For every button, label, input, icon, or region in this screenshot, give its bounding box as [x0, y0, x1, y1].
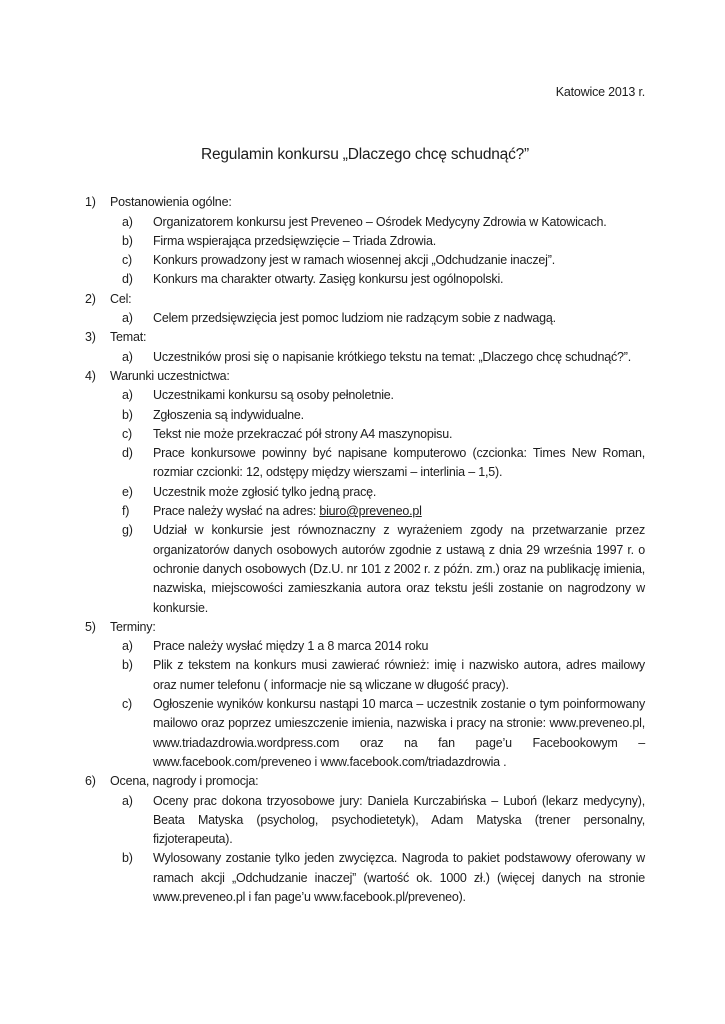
item-text [153, 483, 645, 502]
list-item [85, 406, 645, 425]
item-text [153, 232, 645, 251]
item-text-part: Prace należy wysłać między 1 a 8 marca 2014 roku [153, 639, 429, 654]
section-heading: Warunki uczestnictwa: [110, 368, 230, 383]
item-letter: a) [122, 639, 133, 654]
list-item [85, 444, 645, 483]
list-item [85, 213, 645, 232]
item-text [153, 386, 645, 405]
section-number: 3) [85, 330, 96, 345]
item-text-part: Organizatorem konkursu jest Preveneo – Ośrodek Medycyny Zdrowia w Katowicach. [153, 214, 607, 229]
section-number: 6) [85, 774, 96, 789]
item-letter: d) [122, 446, 133, 461]
item-letter: d) [122, 272, 133, 287]
section-heading: Ocena, nagrody i promocja: [110, 774, 259, 789]
item-text-part: Wylosowany zostanie tylko jeden zwycięzca. Nagroda to pakiet podstawowy oferowany w ramach akcji „Odchudzanie inaczej” (wartość ok. 1000 zł.) (więcej danych na stronie www.preveneo.pl i fan page’u www.facebook.pl/preveneo). [153, 851, 645, 904]
item-letter: c) [122, 426, 133, 441]
date-line: Katowice 2013 r. [555, 85, 645, 99]
item-text [153, 849, 645, 907]
list-item [85, 656, 645, 695]
section-number: 1) [85, 195, 96, 210]
item-text [153, 213, 645, 232]
section-row [85, 290, 645, 309]
item-text [153, 270, 645, 289]
item-text-part: Uczestnikami konkursu są osoby pełnoletnie. [153, 388, 394, 403]
item-letter: a) [122, 349, 133, 364]
item-text-part: Celem przedsięwzięcia jest pomoc ludziom nie radzącym sobie z nadwagą. [153, 311, 556, 326]
section-row [85, 772, 645, 791]
list-item [85, 695, 645, 772]
item-text [153, 444, 645, 483]
list-item [85, 521, 645, 617]
document-title: Regulamin konkursu „Dlaczego chcę schudnąć?” [200, 146, 530, 164]
list-item [85, 348, 645, 367]
item-text-part: Uczestnik może zgłosić tylko jedną pracę. [153, 484, 377, 499]
item-text-part: Tekst nie może przekraczać pół strony A4 maszynopisu. [153, 426, 453, 441]
item-text [153, 637, 645, 656]
section-number: 5) [85, 619, 96, 634]
item-text-part: Firma wspierająca przedsięwzięcie – Triada Zdrowia. [153, 233, 436, 248]
section-row [85, 367, 645, 386]
item-text [153, 502, 645, 521]
list-item [85, 483, 645, 502]
item-text [153, 656, 645, 695]
section-heading: Temat: [110, 330, 147, 345]
item-letter: a) [122, 214, 133, 229]
item-text-part: Oceny prac dokona trzyosobowe jury: Daniela Kurczabińska – Luboń (lekarz medycyny), Beata Matyska (psycholog, psychodietetyk), Adam Matyska (trener personalny, fizjoterapeuta). [153, 793, 645, 847]
item-letter: g) [122, 523, 133, 538]
list-item [85, 425, 645, 444]
list-item [85, 637, 645, 656]
item-text [153, 521, 645, 617]
item-text [153, 425, 645, 444]
item-letter: b) [122, 658, 133, 673]
section-row [85, 618, 645, 637]
item-letter: b) [122, 233, 133, 248]
section-row [85, 328, 645, 347]
item-letter: b) [122, 407, 133, 422]
regulations-list [85, 193, 645, 907]
list-item [85, 502, 645, 521]
item-text [153, 348, 645, 367]
list-item [85, 849, 645, 907]
item-text [153, 406, 645, 425]
list-item [85, 386, 645, 405]
list-item [85, 251, 645, 270]
section-heading: Postanowienia ogólne: [110, 195, 232, 210]
item-letter: b) [122, 851, 133, 866]
item-letter: a) [122, 311, 133, 326]
item-text-part: Udział w konkursie jest równoznaczny z wyrażeniem zgody na przetwarzanie przez organizatorów danych osobowych autorów zgodnie z ustawą z dnia 29 września 1997 r. o ochronie danych osobowych (Dz.U. nr 101 z 2002 r. z późn. zm.) oraz na publikację imienia, nazwiska, miejscowości zamieszkania autora oraz tekstu jeśli zostanie on nagrodzony w konkursie. [153, 523, 645, 615]
item-text-part: Prace należy wysłać na adres: [153, 504, 320, 519]
item-text-part: Ogłoszenie wyników konkursu nastąpi 10 marca – uczestnik zostanie o tym poinformowany mailowo oraz poprzez umieszczenie imienia, nazwiska i pracy na stronie: www.preveneo.pl, www.triadazdrowia.wordpress.com oraz na fan page’u Facebookowym – www.facebook.com/preveneo i www.facebook.com/triadazdrowia . [153, 697, 645, 769]
item-text [153, 695, 645, 772]
item-text-part: Konkurs ma charakter otwarty. Zasięg konkursu jest ogólnopolski. [153, 272, 504, 287]
item-letter: a) [122, 388, 133, 403]
item-letter: f) [122, 504, 130, 519]
item-text-part: Zgłoszenia są indywidualne. [153, 407, 304, 422]
section-heading: Cel: [110, 291, 132, 306]
item-text-part: Uczestników prosi się o napisanie krótkiego tekstu na temat: „Dlaczego chcę schudnąć?”. [153, 349, 631, 364]
list-item [85, 270, 645, 289]
item-letter: c) [122, 697, 133, 712]
email-link[interactable]: biuro@preveneo.pl [319, 504, 422, 519]
list-item [85, 232, 645, 251]
item-text-part: Konkurs prowadzony jest w ramach wiosennej akcji „Odchudzanie inaczej”. [153, 253, 555, 268]
section-row [85, 193, 645, 212]
section-number: 2) [85, 291, 96, 306]
item-letter: a) [122, 793, 133, 808]
item-text [153, 309, 645, 328]
item-letter: e) [122, 484, 133, 499]
item-text [153, 251, 645, 270]
item-text [153, 792, 645, 850]
item-text-part: Plik z tekstem na konkurs musi zawierać również: imię i nazwisko autora, adres mailowy oraz numer telefonu ( informacje nie są wliczane w długość pracy). [153, 658, 645, 692]
item-text-part: Prace konkursowe powinny być napisane komputerowo (czcionka: Times New Roman, rozmiar czcionki: 12, odstępy między wierszami – interlinia – 1,5). [153, 446, 645, 480]
item-letter: c) [122, 253, 133, 268]
list-item [85, 309, 645, 328]
list-item [85, 792, 645, 850]
section-number: 4) [85, 368, 96, 383]
section-heading: Terminy: [110, 619, 156, 634]
